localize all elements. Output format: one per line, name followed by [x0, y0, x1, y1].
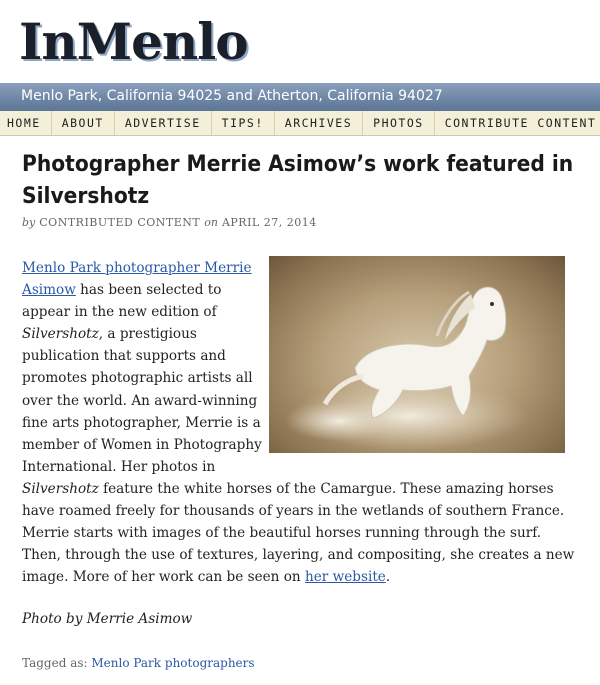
nav-photos[interactable]: PHOTOS	[363, 111, 435, 135]
photo-credit: Photo by Merrie Asimow	[22, 611, 193, 627]
body-text-1: has been selected to appear in the new edition of	[22, 282, 222, 321]
byline-author[interactable]: CONTRIBUTED CONTENT	[39, 216, 201, 229]
article-body	[22, 257, 582, 588]
nav-advertise[interactable]: ADVERTISE	[115, 111, 212, 135]
site-tagline: Menlo Park, California 94025 and Atherton, California 94027	[21, 88, 443, 104]
body-text-4: .	[385, 569, 391, 586]
tagline-bar	[0, 83, 600, 111]
article-byline	[22, 216, 317, 229]
publication-name-2: Silvershotz	[22, 480, 99, 497]
article-tags	[22, 656, 255, 670]
byline-by: by	[22, 216, 36, 229]
site-logo[interactable]: InMenlo	[19, 12, 248, 71]
nav-tips[interactable]: TIPS!	[212, 111, 275, 135]
tags-label: Tagged as:	[22, 656, 88, 670]
main-nav	[0, 111, 600, 136]
photographer-link[interactable]: Menlo Park photographer Merrie Asimow	[22, 260, 252, 299]
publication-name-1: Silvershotz	[22, 326, 99, 343]
byline-on: on	[204, 216, 218, 229]
article-title: Photographer Merrie Asimow’s work featured in Silvershotz	[22, 151, 574, 209]
photo-float-spacer	[272, 257, 582, 475]
body-text-2: , a prestigious publication that supports and promotes photographic artists all over the world. An award-winning fine arts photographer, Merrie is a member of Women in Photography International. Her photos in	[22, 326, 262, 475]
masthead	[0, 0, 600, 83]
body-text-3: feature the white horses of the Camargue. These amazing horses have roamed freely for thousands of years in the wetlands of southern France. Merrie starts with images of the beautiful horses running through the surf. Then, through the use of textures, layering, and compositing, she creates a new image. More of her work can be seen on	[22, 480, 575, 586]
nav-contribute-content[interactable]: CONTRIBUTE CONTENT	[444, 116, 597, 130]
website-link[interactable]: her website	[305, 569, 386, 586]
nav-home[interactable]: HOME	[0, 111, 52, 135]
nav-archives[interactable]: ARCHIVES	[275, 111, 363, 135]
byline-date: APRIL 27, 2014	[221, 216, 317, 229]
tag-link[interactable]: Menlo Park photographers	[91, 656, 255, 670]
nav-about[interactable]: ABOUT	[52, 111, 115, 135]
